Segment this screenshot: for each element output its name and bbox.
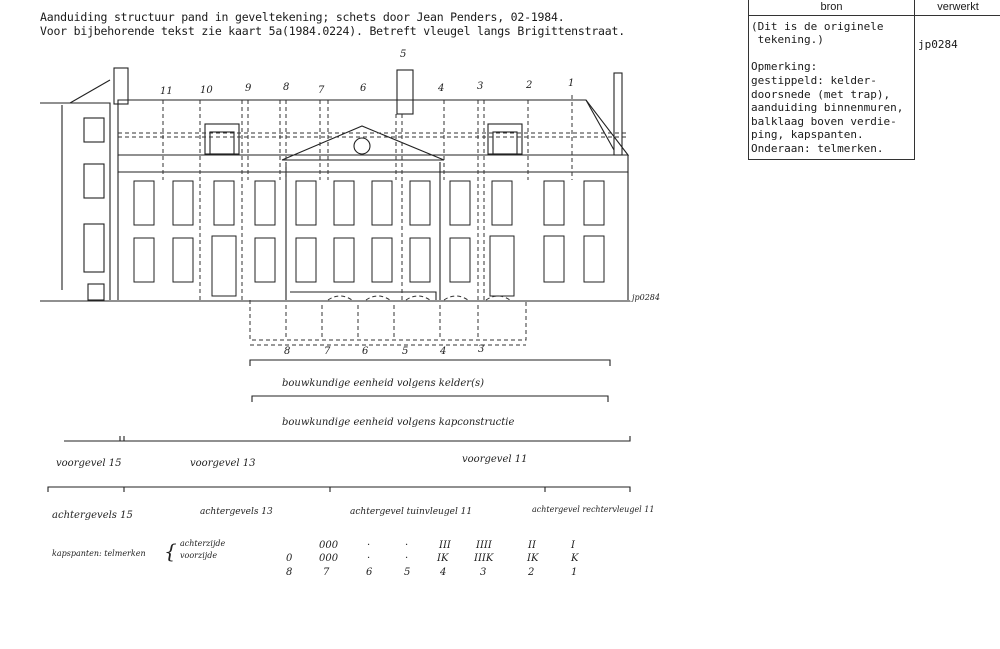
top-number: 8 — [283, 82, 290, 93]
cellar-number: 5 — [402, 346, 409, 357]
telmerk-number: 7 — [323, 567, 330, 578]
signature: jp0284 — [632, 293, 660, 302]
cellar-number: 7 — [324, 346, 331, 357]
telmerk-number: 1 — [571, 567, 578, 578]
label-achtergevel-rechtervleugel: achtergevel rechtervleugel 11 — [532, 505, 655, 514]
verwerkt-value: jp0284 — [918, 38, 958, 51]
cellar-number-labels — [284, 344, 484, 357]
label-achtergevels-13: achtergevels 13 — [200, 507, 273, 517]
top-number: 11 — [160, 86, 173, 97]
label-kapspanten: kapspanten: telmerken — [52, 549, 146, 558]
telmerk-voorzijde: K — [571, 553, 579, 564]
label-voorgevel-13: voorgevel 13 — [190, 458, 256, 469]
telmerk-number: 8 — [286, 567, 293, 578]
telmerk-voorzijde: IK — [527, 553, 539, 564]
label-achtergevels-15: achtergevels 15 — [52, 510, 133, 521]
facade-outline — [40, 68, 630, 301]
bron-line: ping, kapspanten. — [751, 128, 864, 141]
label-kap: bouwkundige eenheid volgens kapconstructie — [282, 417, 515, 428]
cellar-number: 4 — [440, 346, 447, 357]
header-line-2: Voor bijbehorende tekst zie kaart 5a(1984.0224). Betreft vleugel langs Brigittenstraat. — [40, 24, 625, 38]
telmerk-voorzijde: 000 — [319, 553, 339, 564]
label-voorgevel-15: voorgevel 15 — [56, 458, 122, 469]
bron-line: doorsnede (met trap), — [751, 88, 891, 101]
telmerk-achterzijde: · — [367, 540, 371, 551]
label-achterzijde: achterzijde — [180, 539, 226, 548]
top-number: 4 — [438, 83, 445, 94]
label-achtergevel-tuinvleugel: achtergevel tuinvleugel 11 — [350, 507, 473, 517]
telmerk-achterzijde: IIII — [476, 540, 492, 551]
telmerk-number: 3 — [480, 567, 487, 578]
lower-windows — [134, 236, 604, 296]
top-number: 1 — [568, 78, 575, 89]
header-line-1: Aanduiding structuur pand in geveltekening; schets door Jean Penders, 02-1984. — [40, 10, 565, 24]
telmerk-number: 4 — [440, 567, 447, 578]
top-number: 10 — [200, 85, 213, 96]
column-header-bron: bron — [748, 0, 914, 16]
bron-line: (Dit is de originele — [751, 20, 884, 33]
telmerken-table — [286, 540, 579, 578]
label-kelder: bouwkundige eenheid volgens kelder(s) — [282, 378, 485, 389]
inner-wall-lines — [118, 95, 628, 345]
top-number: 6 — [360, 83, 367, 94]
bron-line: Opmerking: — [751, 60, 818, 73]
telmerk-achterzijde: 000 — [319, 540, 339, 551]
telmerk-achterzijde: · — [405, 540, 409, 551]
bron-line: tekening.) — [751, 33, 824, 46]
cellar-number: 6 — [362, 346, 369, 357]
telmerk-achterzijde: II — [528, 540, 536, 551]
brace-symbol: { — [164, 539, 177, 563]
label-voorgevel-11: voorgevel 11 — [462, 454, 528, 465]
top-number: 7 — [318, 85, 325, 96]
top-number: 9 — [245, 83, 252, 94]
bron-line: gestippeld: kelder- — [751, 74, 877, 87]
top-number: 2 — [526, 80, 533, 91]
telmerk-achterzijde: III — [439, 540, 451, 551]
upper-windows — [134, 181, 604, 225]
telmerk-voorzijde: · — [405, 553, 409, 564]
telmerk-voorzijde: IIIK — [474, 553, 494, 564]
column-header-verwerkt: verwerkt — [914, 0, 1000, 16]
telmerk-number: 6 — [366, 567, 373, 578]
top-number-labels — [160, 49, 574, 97]
telmerk-number: 5 — [404, 567, 411, 578]
telmerk-voorzijde: 0 — [286, 553, 293, 564]
telmerk-achterzijde: I — [571, 540, 575, 551]
cellar-number: 3 — [478, 344, 485, 355]
telmerk-voorzijde: · — [367, 553, 371, 564]
top-number: 5 — [400, 49, 407, 60]
telmerk-voorzijde: IK — [437, 553, 449, 564]
top-number: 3 — [477, 81, 484, 92]
label-voorzijde: voorzijde — [180, 551, 218, 560]
bron-line: balklaag boven verdie- — [751, 115, 897, 128]
bron-line: Onderaan: telmerken. — [751, 142, 884, 155]
bron-line: aanduiding binnenmuren, — [751, 101, 904, 114]
telmerk-number: 2 — [528, 567, 535, 578]
cellar-number: 8 — [284, 346, 291, 357]
